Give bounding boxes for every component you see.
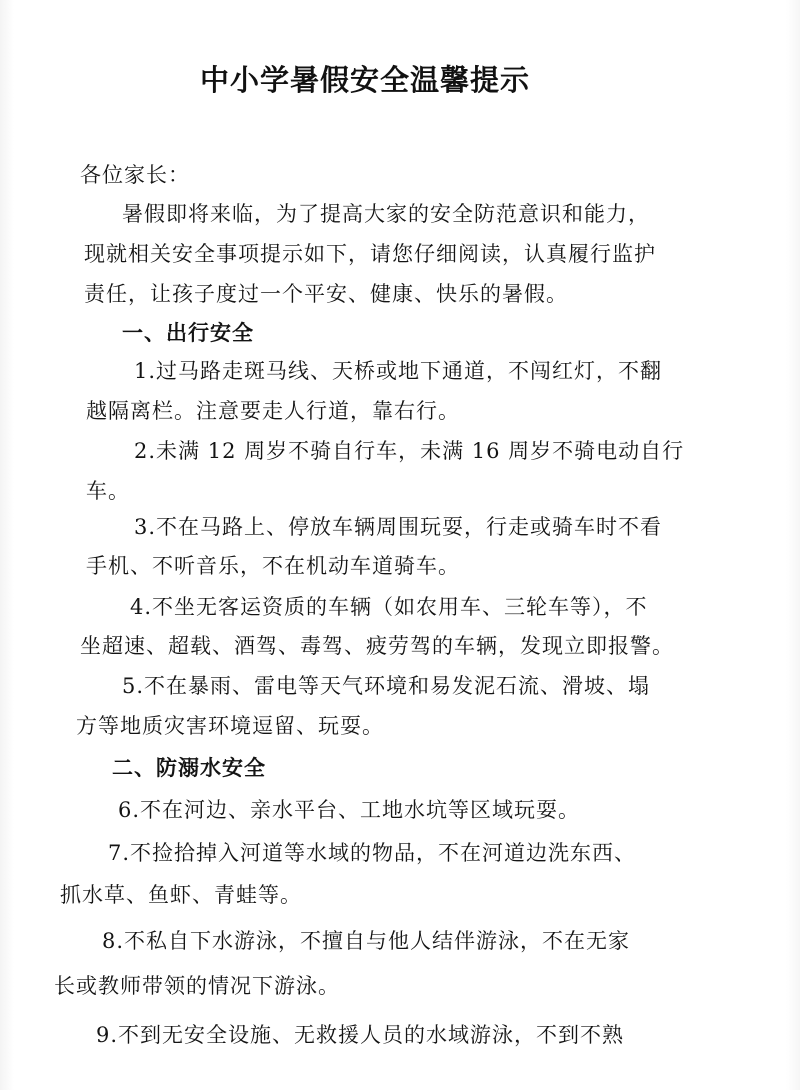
- item-8-line-1: 8.不私自下水游泳，不擅自与他人结伴游泳，不在无家: [102, 929, 631, 953]
- item-5-line-1: 5.不在暴雨、雷电等天气环境和易发泥石流、滑坡、塌: [122, 674, 651, 698]
- item-2-line-1: 2.未满 12 周岁不骑自行车，未满 16 周岁不骑电动自行: [134, 439, 685, 463]
- intro-line-3: 责任，让孩子度过一个平安、健康、快乐的暑假。: [84, 282, 568, 306]
- item-8-line-2: 长或教师带领的情况下游泳。: [54, 974, 340, 998]
- item-2-line-2: 车。: [86, 479, 130, 503]
- item-7-line-2: 抓水草、鱼虾、青蛙等。: [60, 883, 302, 907]
- section-heading-drowning-prevention: 二、防溺水安全: [112, 756, 266, 780]
- item-4-line-2: 坐超速、超载、酒驾、毒驾、疲劳驾的车辆，发现立即报警。: [80, 634, 674, 658]
- item-1-line-1: 1.过马路走斑马线、天桥或地下通道，不闯红灯，不翻: [134, 359, 663, 383]
- item-4-line-1: 4.不坐无客运资质的车辆（如农用车、三轮车等），不: [130, 595, 648, 619]
- greeting: 各位家长：: [80, 163, 190, 187]
- item-3-line-2: 手机、不听音乐，不在机动车道骑车。: [86, 554, 460, 578]
- intro-line-2: 现就相关安全事项提示如下，请您仔细阅读，认真履行监护: [84, 242, 656, 266]
- item-6-line-1: 6.不在河边、亲水平台、工地水坑等区域玩耍。: [118, 798, 581, 822]
- section-heading-travel-safety: 一、出行安全: [122, 321, 254, 345]
- document-title: 中小学暑假安全温馨提示: [199, 63, 530, 97]
- item-7-line-1: 7.不捡拾掉入河道等水域的物品，不在河道边洗东西、: [108, 841, 637, 865]
- item-9-line-1: 9.不到无安全设施、无救援人员的水域游泳，不到不熟: [96, 1023, 625, 1047]
- item-5-line-2: 方等地质灾害环境逗留、玩耍。: [76, 714, 384, 738]
- item-3-line-1: 3.不在马路上、停放车辆周围玩耍，行走或骑车时不看: [134, 515, 663, 539]
- intro-line-1: 暑假即将来临，为了提高大家的安全防范意识和能力，: [122, 202, 650, 226]
- item-1-line-2: 越隔离栏。注意要走人行道，靠右行。: [86, 399, 460, 423]
